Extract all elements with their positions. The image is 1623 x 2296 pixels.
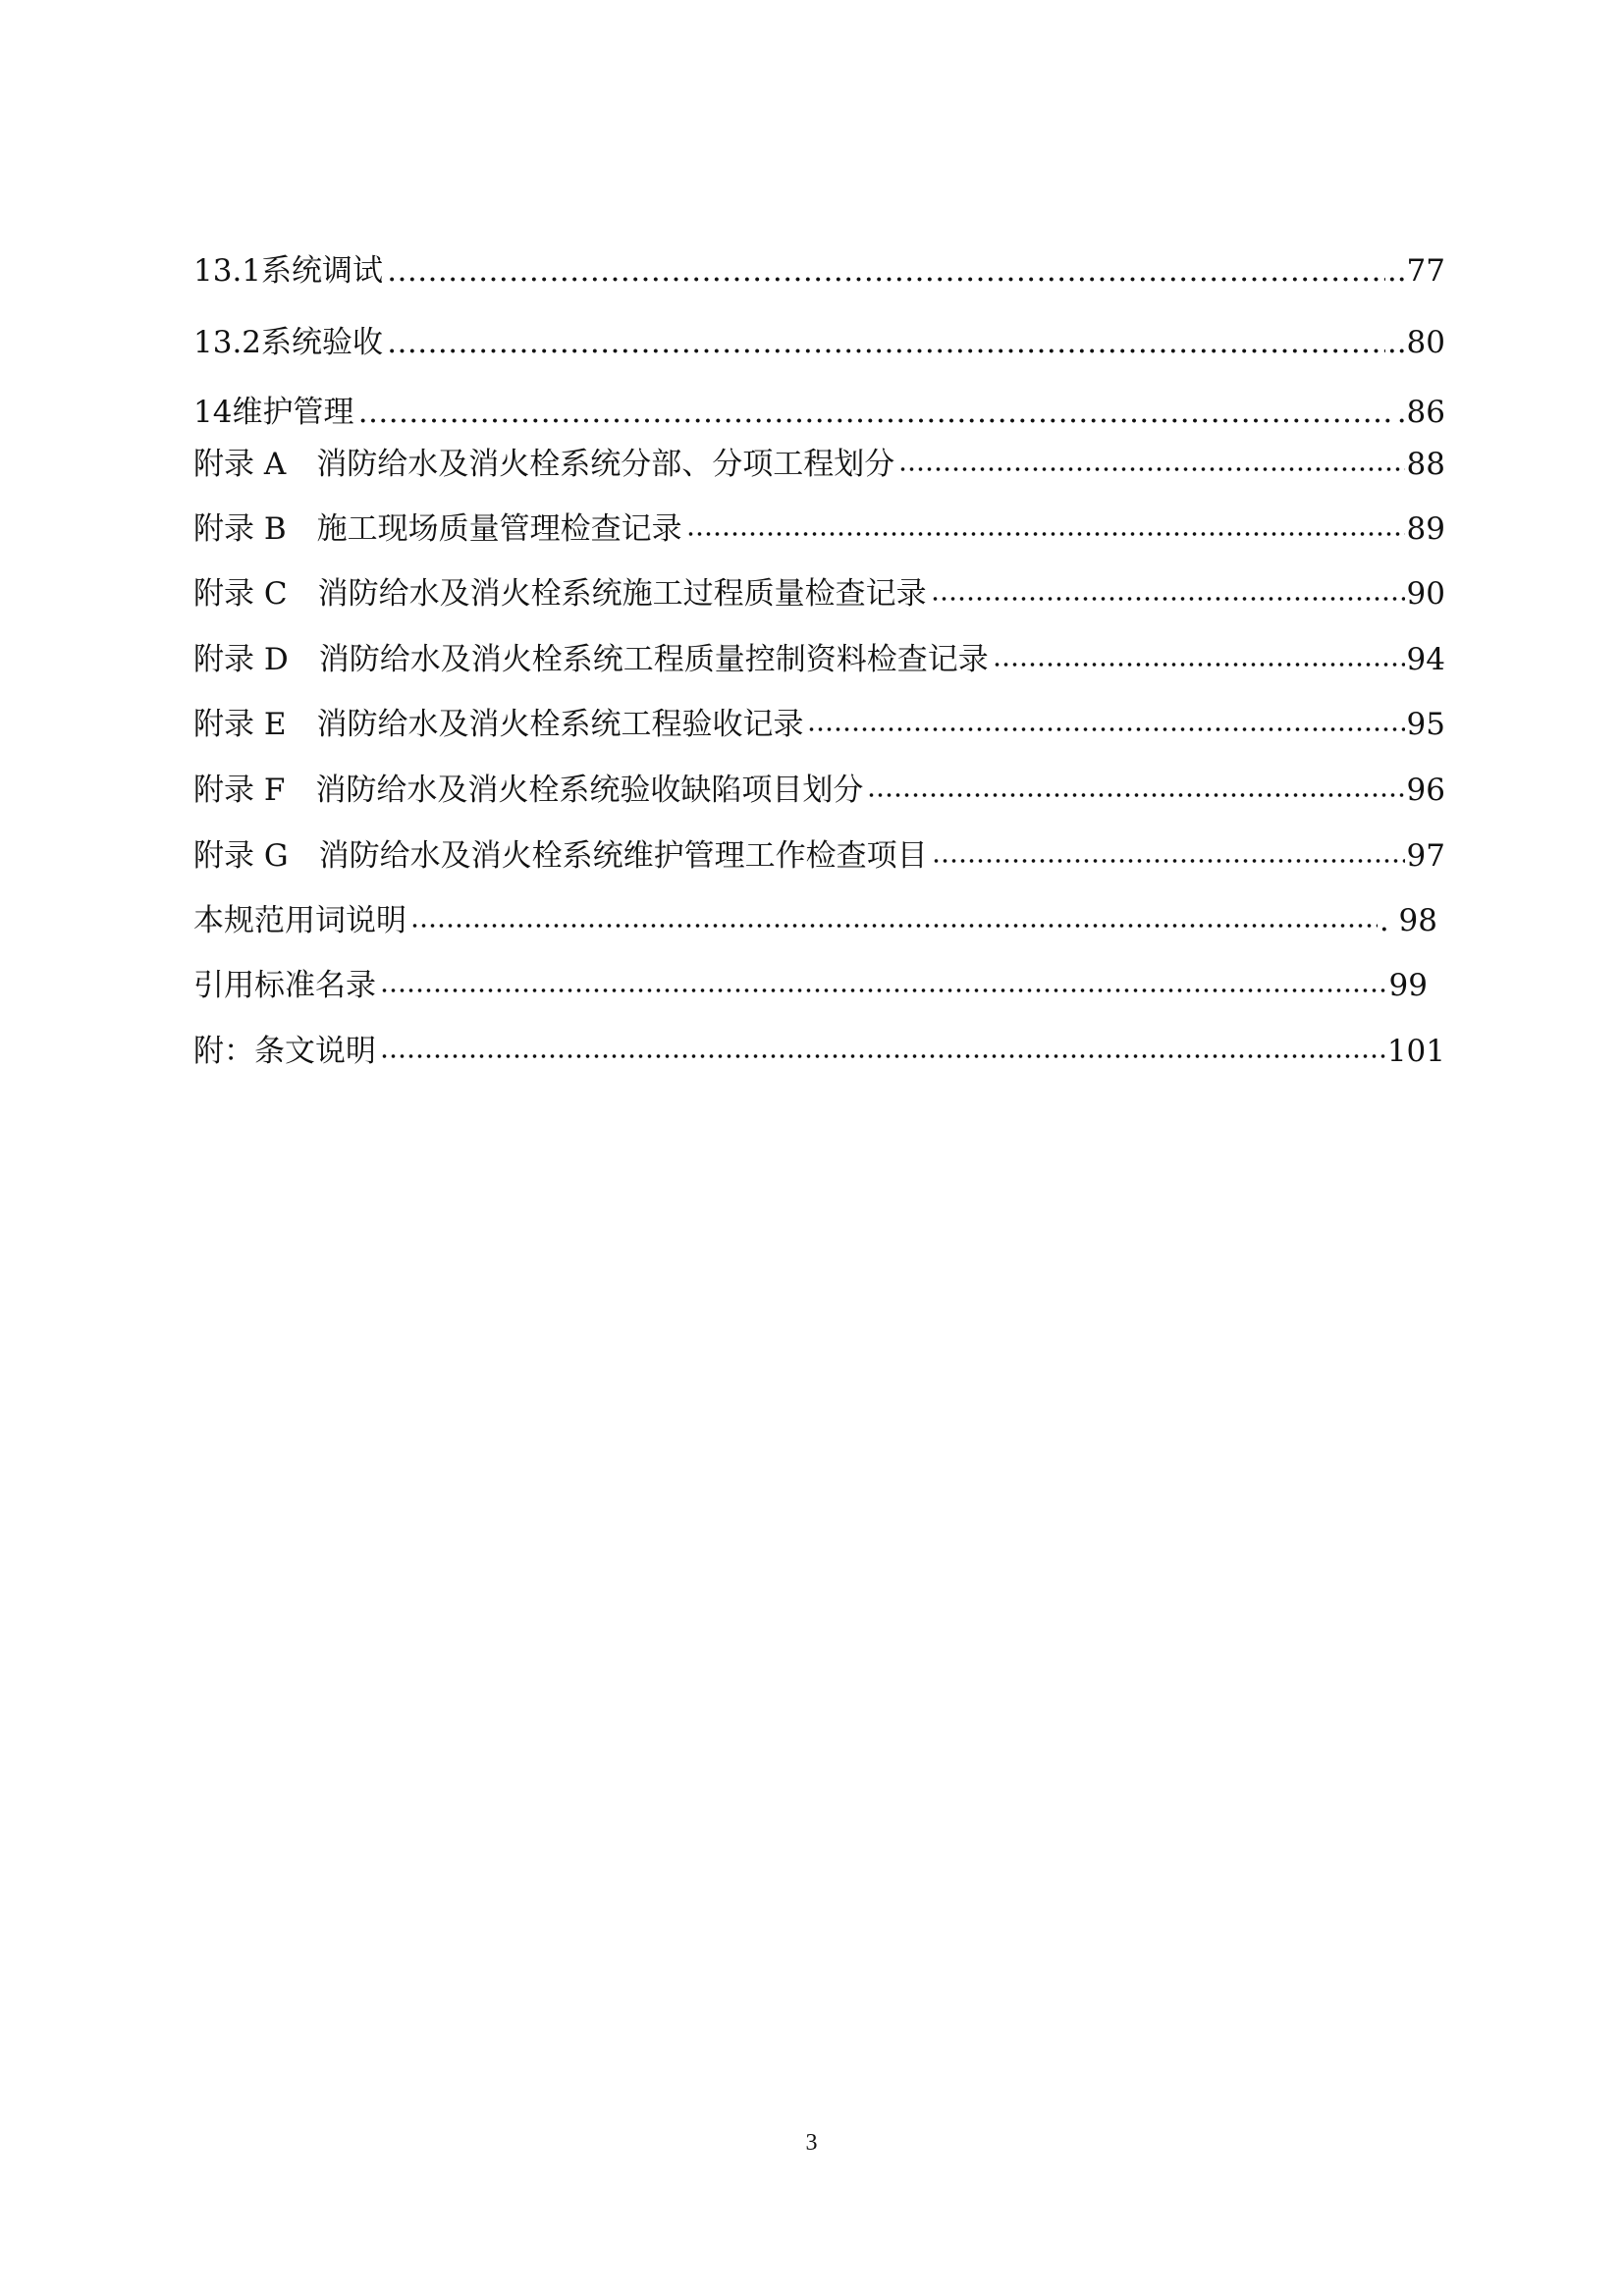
toc-entry-appendix-d[interactable] [193, 637, 1445, 682]
toc-entry-number: 附录 C [193, 576, 318, 612]
toc-entry-title: 消防给水及消火栓系统施工过程质量检查记录 [317, 576, 927, 612]
toc-entry-label [193, 768, 863, 813]
toc-entry-title: 消防给水及消火栓系统工程质量控制资料检查记录 [318, 642, 989, 677]
toc-entry-title: 引用标准名录 [193, 968, 376, 1003]
toc-entry-number: 附录 E [193, 707, 317, 742]
toc-page-number: 95 [1406, 707, 1445, 742]
toc-entry-label [193, 1029, 376, 1074]
page-number: 3 [805, 2130, 818, 2156]
toc-entry-title: 系统调试 [261, 253, 384, 289]
toc-page-number: 97 [1406, 838, 1445, 874]
toc-dot-leader [387, 248, 1385, 294]
toc-dot-leader [410, 924, 1378, 928]
toc-dot-leader [357, 390, 1394, 435]
toc-page-number: 89 [1406, 511, 1445, 547]
toc-entry-label [193, 833, 928, 879]
toc-dot-leader [993, 663, 1405, 667]
toc-entry-number: 13.1 [193, 253, 262, 289]
toc-entry-appendix-g[interactable] [193, 833, 1445, 879]
toc-entry-appendix-e[interactable] [193, 702, 1445, 747]
toc-entry-title: 施工现场质量管理检查记录 [316, 511, 682, 547]
toc-entry-number: 13.2 [193, 325, 262, 360]
toc-page-number: 96 [1406, 773, 1445, 808]
toc-page-number: . 98 [1379, 903, 1437, 938]
toc-page-number: 99 [1388, 968, 1428, 1003]
toc-entry-terms[interactable] [193, 898, 1437, 943]
toc-dot-leader [898, 467, 1404, 471]
toc-dot-leader [387, 320, 1385, 365]
toc-entry-label [193, 571, 927, 616]
toc-page-number: 90 [1406, 576, 1445, 612]
toc-entry-label [193, 507, 682, 552]
toc-entry-title: 本规范用词说明 [193, 903, 406, 938]
toc-entry-label [193, 898, 406, 943]
toc-entry-number: 附录 B [193, 511, 317, 547]
toc-dot-leader [686, 532, 1405, 536]
toc-entry-number: 附录 F [193, 773, 316, 808]
toc-page-number: .86 [1396, 395, 1445, 430]
toc-entry-title: 系统验收 [261, 325, 384, 360]
toc-entry-label [193, 442, 894, 487]
toc-entry-explanation[interactable] [193, 1029, 1445, 1074]
toc-dot-leader [932, 859, 1405, 863]
toc-entry-title: 维护管理 [232, 395, 354, 430]
toc-entry-label [193, 248, 383, 294]
toc-entry-title: 消防给水及消火栓系统工程验收记录 [316, 707, 804, 742]
toc-page-number: 94 [1406, 642, 1445, 677]
toc-entry-label [193, 637, 989, 682]
toc-entry-label [193, 320, 383, 365]
toc-entry-13-2[interactable] [193, 320, 1445, 365]
toc-page-number: 101 [1386, 1034, 1445, 1069]
toc-entry-label [193, 390, 353, 435]
toc-entry-title: 附：条文说明 [193, 1034, 376, 1069]
toc-page-number: ..80 [1386, 325, 1445, 360]
toc-entry-number: 14 [193, 395, 233, 430]
toc-entry-references[interactable] [193, 963, 1428, 1008]
toc-page-number: ..77 [1386, 253, 1445, 289]
toc-entry-appendix-c[interactable] [193, 571, 1445, 616]
toc-page-number: 88 [1406, 447, 1445, 482]
toc-entry-13-1[interactable] [193, 248, 1445, 294]
toc-dot-leader [380, 1054, 1385, 1058]
toc-entry-title: 消防给水及消火栓系统分部、分项工程划分 [316, 447, 895, 482]
toc-entry-appendix-a[interactable] [193, 442, 1445, 487]
toc-dot-leader [867, 793, 1404, 797]
toc-dot-leader [807, 727, 1404, 731]
toc-entry-appendix-f[interactable] [193, 768, 1445, 813]
toc-entry-14[interactable] [193, 390, 1445, 435]
toc-dot-leader [380, 988, 1387, 992]
toc-entry-title: 消防给水及消火栓系统维护管理工作检查项目 [318, 838, 928, 874]
toc-entry-number: 附录 D [193, 642, 319, 677]
toc-entry-number: 附录 G [193, 838, 319, 874]
toc-entry-label [193, 963, 376, 1008]
toc-entry-appendix-b[interactable] [193, 507, 1445, 552]
toc-dot-leader [931, 597, 1405, 601]
toc-entry-label [193, 702, 803, 747]
toc-entry-number: 附录 A [193, 447, 317, 482]
toc-entry-title: 消防给水及消火栓系统验收缺陷项目划分 [315, 773, 864, 808]
